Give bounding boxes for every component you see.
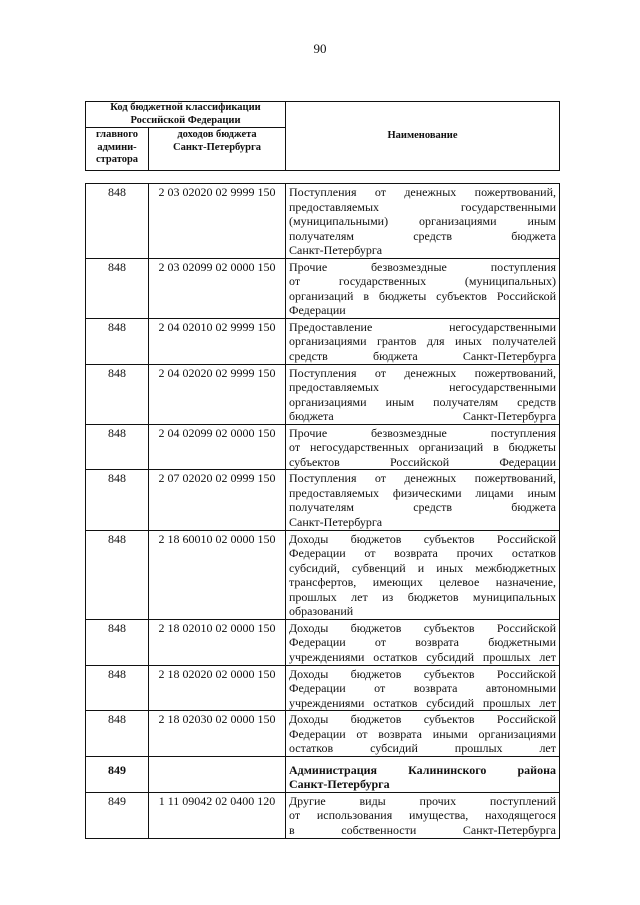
name-line: получателям средств бюджета [289,500,556,515]
name-line: от негосударственных организаций в бюджеты [289,440,556,455]
name-cell [286,364,560,424]
table-row [86,258,560,318]
name-cell [286,424,560,470]
table-row [86,619,560,665]
revenue-code-cell: 2 07 02020 02 0999 150 [149,470,286,530]
name-cell [286,184,560,259]
name-line: в собственности Санкт-Петербурга [289,822,556,837]
revenue-code-cell: 2 03 02099 02 0000 150 [149,258,286,318]
name-line: Доходы бюджетов субъектов Российской [289,531,556,546]
name-line: Федерации от возврата прочих остатков [289,546,556,561]
name-line: предоставляемых негосударственными [289,380,556,395]
table-row [86,711,560,757]
name-line: предоставляемых физическими лицами иным [289,485,556,500]
header-budget-classification [86,102,286,128]
table-row [86,665,560,711]
name-line: Доходы бюджетов субъектов Российской [289,666,556,681]
table-row [86,318,560,364]
name-line: учреждениями остатков субсидий прошлых лет [289,695,556,710]
name-line: Федерации от возврата бюджетными [289,635,556,650]
page-number: 90 [313,41,327,56]
name-line: Федерации от возврата автономными [289,681,556,696]
name-line: прошлых лет из бюджетов муниципальных [289,589,556,604]
administrator-heading-row [86,756,560,792]
revenue-code-cell [149,756,286,792]
name-cell [286,470,560,530]
name-line: организациями грантов для иных получателей [289,334,556,349]
table-header [85,101,560,171]
name-line: Поступления от денежных пожертвований, [289,365,556,380]
name-line: учреждениями остатков субсидий прошлых лет [289,649,556,664]
name-cell [286,792,560,838]
name-line: Поступления от денежных пожертвований, [289,471,556,486]
header-group-line: Российской Федерации [130,114,241,126]
admin-code-cell: 849 [86,756,149,792]
admin-code-cell: 848 [86,184,149,259]
name-cell [286,318,560,364]
revenue-code-cell: 2 18 60010 02 0000 150 [149,530,286,619]
name-line: Администрация Калининского района [289,762,556,777]
admin-code-cell: 848 [86,470,149,530]
name-cell [286,530,560,619]
name-line: организаций в бюджеты субъектов Российской [289,288,556,303]
name-line: Предоставление негосударственными [289,319,556,334]
name-line: Прочие безвозмездные поступления [289,259,556,274]
name-line: получателям средств бюджета [289,228,556,243]
table-row [86,470,560,530]
table-row [86,424,560,470]
header-col1-line: админи- [97,141,137,153]
name-line: Доходы бюджетов субъектов Российской [289,712,556,727]
name-line: Прочие безвозмездные поступления [289,425,556,440]
admin-code-cell: 848 [86,619,149,665]
admin-code-cell: 848 [86,665,149,711]
name-line: Федерации от возврата иными организациями [289,726,556,741]
header-col1-line: стратора [95,154,139,165]
table-row [86,792,560,838]
name-line: остатков субсидий прошлых лет [289,741,556,756]
name-line: Другие виды прочих поступлений [289,793,556,808]
name-line: Санкт-Петербурга [289,243,383,258]
revenue-code-cell: 2 18 02020 02 0000 150 [149,665,286,711]
name-line: образований [289,604,354,619]
name-cell [286,756,560,792]
name-line: Федерации [289,303,346,318]
name-line: субъектов Российской Федерации [289,454,556,469]
revenue-table-body [86,184,560,839]
name-cell [286,258,560,318]
header-chief-administrator [86,128,149,171]
revenue-code-cell: 2 03 02020 02 9999 150 [149,184,286,259]
admin-code-cell: 848 [86,424,149,470]
name-line: средств бюджета Санкт-Петербурга [289,349,556,364]
admin-code-cell: 849 [86,792,149,838]
name-line: Санкт-Петербурга [289,515,383,530]
name-line: предоставляемых государственными [289,199,556,214]
admin-code-cell: 848 [86,364,149,424]
name-cell [286,711,560,757]
header-name-column: Наименование [286,102,560,171]
name-line: субсидий, субвенций и иных межбюджетных [289,560,556,575]
name-cell [286,665,560,711]
revenue-code-cell: 2 18 02030 02 0000 150 [149,711,286,757]
revenue-code-cell: 2 04 02020 02 9999 150 [149,364,286,424]
name-line: (муниципальными) организациями иным [289,214,556,229]
name-line: организациями иным получателям средств [289,394,556,409]
name-line: Санкт-Петербурга [289,777,390,792]
table-row [86,184,560,259]
name-line: от государственных (муниципальных) [289,274,556,289]
table-row [86,530,560,619]
name-line: Поступления от денежных пожертвований, [289,185,556,199]
admin-code-cell: 848 [86,258,149,318]
header-col2-line: доходов бюджета [177,129,257,140]
header-revenue-code [149,128,286,171]
revenue-code-cell: 2 18 02010 02 0000 150 [149,619,286,665]
header-group-line: Код бюджетной классификации [110,102,261,113]
revenue-table [85,183,560,839]
revenue-code-cell: 1 11 09042 02 0400 120 [149,792,286,838]
revenue-code-cell: 2 04 02099 02 0000 150 [149,424,286,470]
name-line: от использования имущества, находящегося [289,808,556,823]
table-row [86,364,560,424]
name-cell [286,619,560,665]
name-line: бюджета Санкт-Петербурга [289,409,556,424]
name-line: трансфертов, имеющих целевое назначение, [289,575,556,590]
revenue-code-cell: 2 04 02010 02 9999 150 [149,318,286,364]
admin-code-cell: 848 [86,530,149,619]
name-line: Доходы бюджетов субъектов Российской [289,620,556,635]
header-col2-line: Санкт-Петербурга [172,141,262,153]
admin-code-cell: 848 [86,711,149,757]
admin-code-cell: 848 [86,318,149,364]
header-col1-line: главного [95,129,139,140]
